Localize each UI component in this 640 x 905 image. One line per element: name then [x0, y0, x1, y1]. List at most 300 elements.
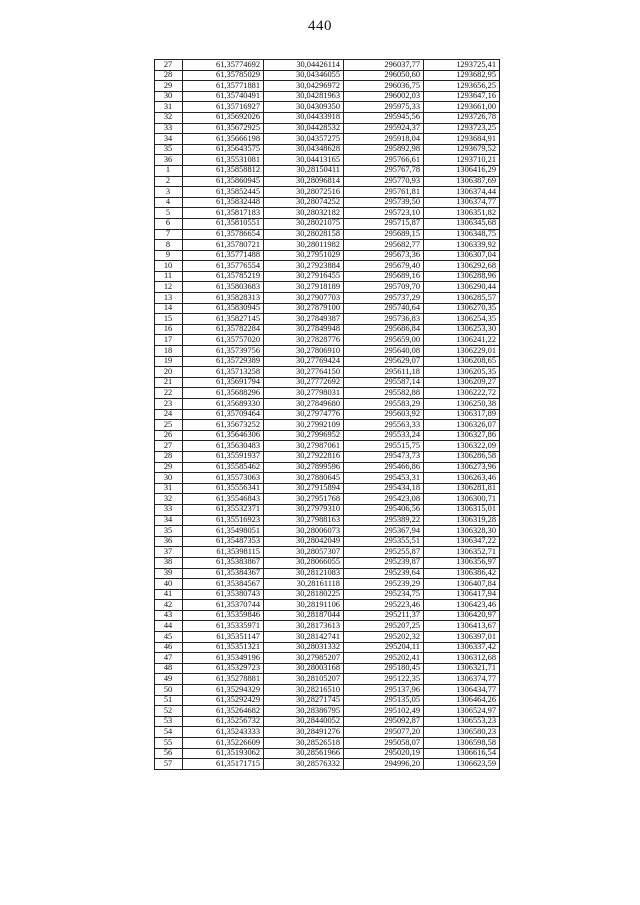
table-row: [155, 695, 500, 706]
point-number-cell: 15: [155, 314, 183, 325]
longitude-cell: 30,27828776: [264, 335, 344, 346]
table-row: [155, 176, 500, 187]
longitude-cell: 30,27764150: [264, 367, 344, 378]
point-number-cell: 35: [155, 144, 183, 155]
longitude-cell: 30,04426114: [264, 60, 344, 71]
point-number-cell: 19: [155, 356, 183, 367]
table-row: [155, 356, 500, 367]
point-number-cell: 44: [155, 621, 183, 632]
y-coordinate-cell: 1306208,65: [424, 356, 500, 367]
longitude-cell: 30,28150411: [264, 165, 344, 176]
x-coordinate-cell: 295239,64: [344, 568, 424, 579]
point-number-cell: 28: [155, 451, 183, 462]
longitude-cell: 30,28028158: [264, 229, 344, 240]
latitude-cell: 61,35688296: [183, 388, 264, 399]
table-row: [155, 208, 500, 219]
latitude-cell: 61,35643575: [183, 144, 264, 155]
table-row: [155, 504, 500, 515]
y-coordinate-cell: 1306270,35: [424, 303, 500, 314]
latitude-cell: 61,35852445: [183, 187, 264, 198]
x-coordinate-cell: 295223,46: [344, 600, 424, 611]
x-coordinate-cell: 295239,29: [344, 579, 424, 590]
table-row: [155, 261, 500, 272]
latitude-cell: 61,35672925: [183, 123, 264, 134]
point-number-cell: 45: [155, 632, 183, 643]
longitude-cell: 30,04309350: [264, 102, 344, 113]
latitude-cell: 61,35556341: [183, 483, 264, 494]
y-coordinate-cell: 1306413,67: [424, 621, 500, 632]
latitude-cell: 61,35810551: [183, 218, 264, 229]
point-number-cell: 11: [155, 271, 183, 282]
latitude-cell: 61,35771881: [183, 81, 264, 92]
longitude-cell: 30,27769424: [264, 356, 344, 367]
x-coordinate-cell: 295736,83: [344, 314, 424, 325]
table-row: [155, 621, 500, 632]
y-coordinate-cell: 1306598,58: [424, 738, 500, 749]
y-coordinate-cell: 1306524,97: [424, 706, 500, 717]
longitude-cell: 30,28576332: [264, 759, 344, 770]
point-number-cell: 37: [155, 547, 183, 558]
latitude-cell: 61,35782284: [183, 324, 264, 335]
point-number-cell: 31: [155, 483, 183, 494]
x-coordinate-cell: 295563,33: [344, 420, 424, 431]
point-number-cell: 8: [155, 240, 183, 251]
table-row: [155, 165, 500, 176]
latitude-cell: 61,35771488: [183, 250, 264, 261]
longitude-cell: 30,04346055: [264, 70, 344, 81]
point-number-cell: 10: [155, 261, 183, 272]
y-coordinate-cell: 1306254,35: [424, 314, 500, 325]
latitude-cell: 61,35335971: [183, 621, 264, 632]
longitude-cell: 30,28031332: [264, 642, 344, 653]
x-coordinate-cell: 295715,87: [344, 218, 424, 229]
y-coordinate-cell: 1306250,38: [424, 399, 500, 410]
x-coordinate-cell: 295434,18: [344, 483, 424, 494]
coordinates-table-body: [155, 60, 500, 770]
y-coordinate-cell: 1306326,07: [424, 420, 500, 431]
latitude-cell: 61,35384367: [183, 568, 264, 579]
latitude-cell: 61,35786654: [183, 229, 264, 240]
table-row: [155, 451, 500, 462]
latitude-cell: 61,35329723: [183, 663, 264, 674]
latitude-cell: 61,35716927: [183, 102, 264, 113]
x-coordinate-cell: 296002,03: [344, 91, 424, 102]
y-coordinate-cell: 1306374,44: [424, 187, 500, 198]
table-row: [155, 197, 500, 208]
y-coordinate-cell: 1306319,28: [424, 515, 500, 526]
table-row: [155, 271, 500, 282]
y-coordinate-cell: 1293647,16: [424, 91, 500, 102]
longitude-cell: 30,28042049: [264, 536, 344, 547]
y-coordinate-cell: 1306317,89: [424, 409, 500, 420]
y-coordinate-cell: 1306241,22: [424, 335, 500, 346]
latitude-cell: 61,35383867: [183, 557, 264, 568]
table-row: [155, 314, 500, 325]
table-row: [155, 547, 500, 558]
point-number-cell: 36: [155, 536, 183, 547]
y-coordinate-cell: 1306387,69: [424, 176, 500, 187]
x-coordinate-cell: 295709,70: [344, 282, 424, 293]
latitude-cell: 61,35780721: [183, 240, 264, 251]
point-number-cell: 32: [155, 112, 183, 123]
table-row: [155, 642, 500, 653]
table-row: [155, 250, 500, 261]
latitude-cell: 61,35384567: [183, 579, 264, 590]
table-row: [155, 60, 500, 71]
point-number-cell: 33: [155, 123, 183, 134]
table-row: [155, 441, 500, 452]
longitude-cell: 30,04428532: [264, 123, 344, 134]
point-number-cell: 50: [155, 685, 183, 696]
latitude-cell: 61,35398115: [183, 547, 264, 558]
table-row: [155, 663, 500, 674]
x-coordinate-cell: 295766,61: [344, 155, 424, 166]
longitude-cell: 30,28011982: [264, 240, 344, 251]
y-coordinate-cell: 1306263,46: [424, 473, 500, 484]
x-coordinate-cell: 295180,45: [344, 663, 424, 674]
x-coordinate-cell: 295611,18: [344, 367, 424, 378]
x-coordinate-cell: 295673,36: [344, 250, 424, 261]
x-coordinate-cell: 295135,05: [344, 695, 424, 706]
latitude-cell: 61,35692026: [183, 112, 264, 123]
point-number-cell: 27: [155, 441, 183, 452]
latitude-cell: 61,35226609: [183, 738, 264, 749]
latitude-cell: 61,35349196: [183, 653, 264, 664]
longitude-cell: 30,27907703: [264, 293, 344, 304]
latitude-cell: 61,35739756: [183, 346, 264, 357]
point-number-cell: 51: [155, 695, 183, 706]
table-row: [155, 600, 500, 611]
table-row: [155, 557, 500, 568]
latitude-cell: 61,35256732: [183, 716, 264, 727]
latitude-cell: 61,35691794: [183, 377, 264, 388]
longitude-cell: 30,27806910: [264, 346, 344, 357]
y-coordinate-cell: 1306345,68: [424, 218, 500, 229]
y-coordinate-cell: 1306580,23: [424, 727, 500, 738]
y-coordinate-cell: 1293726,78: [424, 112, 500, 123]
latitude-cell: 61,35193062: [183, 748, 264, 759]
table-row: [155, 112, 500, 123]
longitude-cell: 30,27849948: [264, 324, 344, 335]
latitude-cell: 61,35830945: [183, 303, 264, 314]
point-number-cell: 46: [155, 642, 183, 653]
y-coordinate-cell: 1306312,68: [424, 653, 500, 664]
x-coordinate-cell: 295077,20: [344, 727, 424, 738]
longitude-cell: 30,27849387: [264, 314, 344, 325]
y-coordinate-cell: 1306374,77: [424, 197, 500, 208]
table-row: [155, 526, 500, 537]
longitude-cell: 30,28440052: [264, 716, 344, 727]
x-coordinate-cell: 295892,98: [344, 144, 424, 155]
table-row: [155, 123, 500, 134]
longitude-cell: 30,27916455: [264, 271, 344, 282]
y-coordinate-cell: 1306285,57: [424, 293, 500, 304]
x-coordinate-cell: 295640,08: [344, 346, 424, 357]
y-coordinate-cell: 1293679,52: [424, 144, 500, 155]
longitude-cell: 30,28142741: [264, 632, 344, 643]
table-row: [155, 155, 500, 166]
latitude-cell: 61,35351147: [183, 632, 264, 643]
longitude-cell: 30,28561966: [264, 748, 344, 759]
y-coordinate-cell: 1293656,25: [424, 81, 500, 92]
latitude-cell: 61,35171715: [183, 759, 264, 770]
y-coordinate-cell: 1306623,59: [424, 759, 500, 770]
x-coordinate-cell: 295582,88: [344, 388, 424, 399]
longitude-cell: 30,27992109: [264, 420, 344, 431]
longitude-cell: 30,28066055: [264, 557, 344, 568]
x-coordinate-cell: 295202,41: [344, 653, 424, 664]
x-coordinate-cell: 295453,31: [344, 473, 424, 484]
latitude-cell: 61,35858812: [183, 165, 264, 176]
longitude-cell: 30,28180225: [264, 589, 344, 600]
x-coordinate-cell: 295682,77: [344, 240, 424, 251]
latitude-cell: 61,35498051: [183, 526, 264, 537]
x-coordinate-cell: 295723,10: [344, 208, 424, 219]
point-number-cell: 21: [155, 377, 183, 388]
table-row: [155, 579, 500, 590]
longitude-cell: 30,27880645: [264, 473, 344, 484]
y-coordinate-cell: 1306273,96: [424, 462, 500, 473]
point-number-cell: 18: [155, 346, 183, 357]
y-coordinate-cell: 1306352,71: [424, 547, 500, 558]
point-number-cell: 9: [155, 250, 183, 261]
longitude-cell: 30,28096814: [264, 176, 344, 187]
y-coordinate-cell: 1306315,01: [424, 504, 500, 515]
point-number-cell: 5: [155, 208, 183, 219]
x-coordinate-cell: 296050,60: [344, 70, 424, 81]
y-coordinate-cell: 1306281,81: [424, 483, 500, 494]
table-row: [155, 610, 500, 621]
latitude-cell: 61,35817183: [183, 208, 264, 219]
y-coordinate-cell: 1306374,77: [424, 674, 500, 685]
x-coordinate-cell: 295137,96: [344, 685, 424, 696]
table-row: [155, 335, 500, 346]
point-number-cell: 43: [155, 610, 183, 621]
point-number-cell: 38: [155, 557, 183, 568]
x-coordinate-cell: 295234,75: [344, 589, 424, 600]
longitude-cell: 30,28105207: [264, 674, 344, 685]
longitude-cell: 30,28173613: [264, 621, 344, 632]
table-row: [155, 303, 500, 314]
y-coordinate-cell: 1306328,30: [424, 526, 500, 537]
table-row: [155, 229, 500, 240]
y-coordinate-cell: 1293725,41: [424, 60, 500, 71]
x-coordinate-cell: 295583,29: [344, 399, 424, 410]
x-coordinate-cell: 295975,33: [344, 102, 424, 113]
y-coordinate-cell: 1293684,91: [424, 134, 500, 145]
point-number-cell: 53: [155, 716, 183, 727]
y-coordinate-cell: 1306347,22: [424, 536, 500, 547]
point-number-cell: 6: [155, 218, 183, 229]
longitude-cell: 30,27996952: [264, 430, 344, 441]
longitude-cell: 30,28006073: [264, 526, 344, 537]
latitude-cell: 61,35243333: [183, 727, 264, 738]
table-row: [155, 748, 500, 759]
point-number-cell: 7: [155, 229, 183, 240]
x-coordinate-cell: 295207,25: [344, 621, 424, 632]
point-number-cell: 48: [155, 663, 183, 674]
y-coordinate-cell: 1306288,96: [424, 271, 500, 282]
x-coordinate-cell: 295689,16: [344, 271, 424, 282]
longitude-cell: 30,28491276: [264, 727, 344, 738]
y-coordinate-cell: 1306321,71: [424, 663, 500, 674]
latitude-cell: 61,35709464: [183, 409, 264, 420]
latitude-cell: 61,35828313: [183, 293, 264, 304]
table-row: [155, 240, 500, 251]
x-coordinate-cell: 295423,08: [344, 494, 424, 505]
latitude-cell: 61,35757020: [183, 335, 264, 346]
point-number-cell: 52: [155, 706, 183, 717]
longitude-cell: 30,27918189: [264, 282, 344, 293]
latitude-cell: 61,35516923: [183, 515, 264, 526]
x-coordinate-cell: 295737,29: [344, 293, 424, 304]
longitude-cell: 30,28003168: [264, 663, 344, 674]
table-row: [155, 759, 500, 770]
point-number-cell: 31: [155, 102, 183, 113]
longitude-cell: 30,27951029: [264, 250, 344, 261]
longitude-cell: 30,28386795: [264, 706, 344, 717]
table-row: [155, 706, 500, 717]
x-coordinate-cell: 295659,00: [344, 335, 424, 346]
x-coordinate-cell: 295020,19: [344, 748, 424, 759]
point-number-cell: 17: [155, 335, 183, 346]
y-coordinate-cell: 1306434,77: [424, 685, 500, 696]
latitude-cell: 61,35827145: [183, 314, 264, 325]
longitude-cell: 30,04433918: [264, 112, 344, 123]
point-number-cell: 29: [155, 81, 183, 92]
y-coordinate-cell: 1306290,44: [424, 282, 500, 293]
point-number-cell: 47: [155, 653, 183, 664]
x-coordinate-cell: 295367,94: [344, 526, 424, 537]
point-number-cell: 33: [155, 504, 183, 515]
y-coordinate-cell: 1306292,68: [424, 261, 500, 272]
table-row: [155, 346, 500, 357]
y-coordinate-cell: 1306407,84: [424, 579, 500, 590]
y-coordinate-cell: 1306416,29: [424, 165, 500, 176]
latitude-cell: 61,35264682: [183, 706, 264, 717]
longitude-cell: 30,27879100: [264, 303, 344, 314]
longitude-cell: 30,27985207: [264, 653, 344, 664]
x-coordinate-cell: 295058,07: [344, 738, 424, 749]
x-coordinate-cell: 295740,64: [344, 303, 424, 314]
x-coordinate-cell: 295918,04: [344, 134, 424, 145]
latitude-cell: 61,35532371: [183, 504, 264, 515]
point-number-cell: 35: [155, 526, 183, 537]
point-number-cell: 16: [155, 324, 183, 335]
longitude-cell: 30,27915894: [264, 483, 344, 494]
point-number-cell: 30: [155, 91, 183, 102]
table-row: [155, 727, 500, 738]
y-coordinate-cell: 1306417,94: [424, 589, 500, 600]
longitude-cell: 30,04296972: [264, 81, 344, 92]
y-coordinate-cell: 1306229,01: [424, 346, 500, 357]
latitude-cell: 61,35585462: [183, 462, 264, 473]
longitude-cell: 30,04413165: [264, 155, 344, 166]
latitude-cell: 61,35278881: [183, 674, 264, 685]
point-number-cell: 25: [155, 420, 183, 431]
longitude-cell: 30,27979310: [264, 504, 344, 515]
point-number-cell: 57: [155, 759, 183, 770]
point-number-cell: 30: [155, 473, 183, 484]
x-coordinate-cell: 295515,75: [344, 441, 424, 452]
longitude-cell: 30,28187044: [264, 610, 344, 621]
latitude-cell: 61,35803683: [183, 282, 264, 293]
x-coordinate-cell: 295211,37: [344, 610, 424, 621]
longitude-cell: 30,04348628: [264, 144, 344, 155]
latitude-cell: 61,35646306: [183, 430, 264, 441]
longitude-cell: 30,28216510: [264, 685, 344, 696]
longitude-cell: 30,04357275: [264, 134, 344, 145]
point-number-cell: 23: [155, 399, 183, 410]
point-number-cell: 40: [155, 579, 183, 590]
table-row: [155, 282, 500, 293]
longitude-cell: 30,27849680: [264, 399, 344, 410]
point-number-cell: 3: [155, 187, 183, 198]
longitude-cell: 30,28021075: [264, 218, 344, 229]
point-number-cell: 24: [155, 409, 183, 420]
x-coordinate-cell: 295389,22: [344, 515, 424, 526]
table-row: [155, 494, 500, 505]
table-row: [155, 218, 500, 229]
point-number-cell: 49: [155, 674, 183, 685]
longitude-cell: 30,27923884: [264, 261, 344, 272]
table-row: [155, 632, 500, 643]
table-row: [155, 462, 500, 473]
table-row: [155, 81, 500, 92]
y-coordinate-cell: 1306327,86: [424, 430, 500, 441]
x-coordinate-cell: 295533,24: [344, 430, 424, 441]
x-coordinate-cell: 295102,49: [344, 706, 424, 717]
y-coordinate-cell: 1306307,04: [424, 250, 500, 261]
table-row: [155, 324, 500, 335]
table-row: [155, 388, 500, 399]
y-coordinate-cell: 1306339,92: [424, 240, 500, 251]
y-coordinate-cell: 1306386,42: [424, 568, 500, 579]
point-number-cell: 20: [155, 367, 183, 378]
point-number-cell: 4: [155, 197, 183, 208]
latitude-cell: 61,35785219: [183, 271, 264, 282]
latitude-cell: 61,35591937: [183, 451, 264, 462]
y-coordinate-cell: 1306222,72: [424, 388, 500, 399]
x-coordinate-cell: 296036,75: [344, 81, 424, 92]
table-row: [155, 91, 500, 102]
latitude-cell: 61,35546843: [183, 494, 264, 505]
table-row: [155, 515, 500, 526]
latitude-cell: 61,35380743: [183, 589, 264, 600]
x-coordinate-cell: 295466,86: [344, 462, 424, 473]
latitude-cell: 61,35673252: [183, 420, 264, 431]
latitude-cell: 61,35292429: [183, 695, 264, 706]
y-coordinate-cell: 1306337,42: [424, 642, 500, 653]
point-number-cell: 1: [155, 165, 183, 176]
point-number-cell: 12: [155, 282, 183, 293]
table-row: [155, 738, 500, 749]
longitude-cell: 30,04281963: [264, 91, 344, 102]
y-coordinate-cell: 1306253,30: [424, 324, 500, 335]
y-coordinate-cell: 1306351,82: [424, 208, 500, 219]
x-coordinate-cell: 295122,35: [344, 674, 424, 685]
latitude-cell: 61,35832448: [183, 197, 264, 208]
point-number-cell: 13: [155, 293, 183, 304]
table-row: [155, 653, 500, 664]
x-coordinate-cell: 295473,73: [344, 451, 424, 462]
latitude-cell: 61,35729389: [183, 356, 264, 367]
latitude-cell: 61,35487353: [183, 536, 264, 547]
point-number-cell: 22: [155, 388, 183, 399]
longitude-cell: 30,28526518: [264, 738, 344, 749]
y-coordinate-cell: 1306397,01: [424, 632, 500, 643]
y-coordinate-cell: 1306348,75: [424, 229, 500, 240]
